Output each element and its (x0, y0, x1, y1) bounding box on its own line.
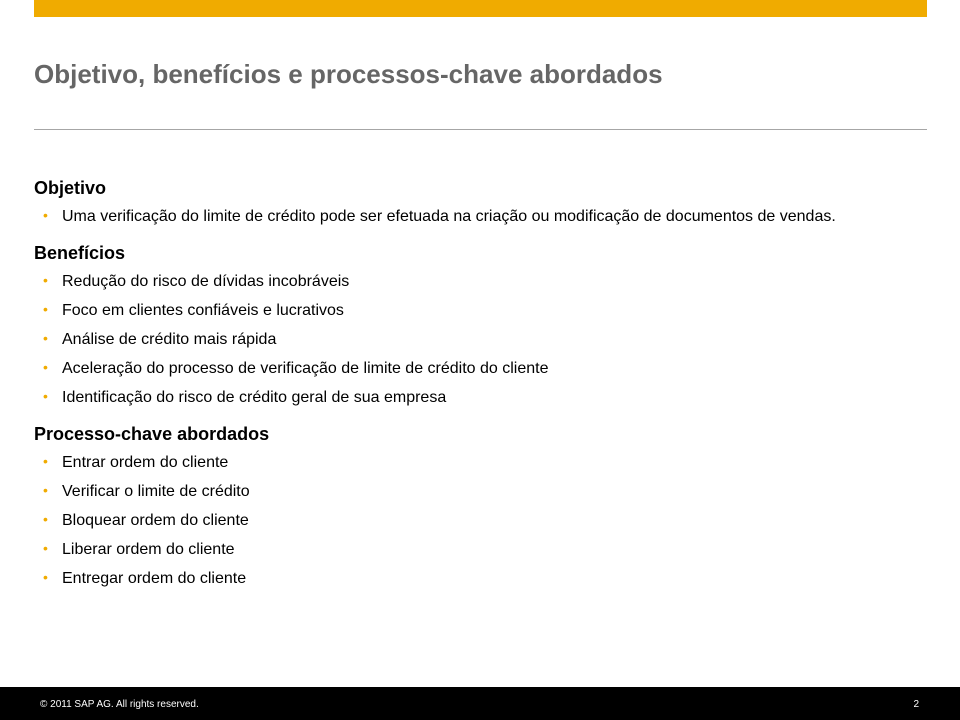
list-item (34, 387, 914, 408)
footer-bar (0, 687, 960, 720)
bullet-dot-icon: • (43, 540, 48, 556)
section-heading-benefits: Benefícios (34, 243, 126, 263)
list-item (34, 206, 914, 227)
bullet-dot-icon: • (43, 388, 48, 404)
footer-copyright: © 2011 SAP AG. All rights reserved. (40, 699, 199, 710)
bullet-dot-icon: • (43, 569, 48, 585)
key-processes-list (34, 452, 914, 589)
list-item (34, 452, 914, 473)
list-item-text: Bloquear ordem do cliente (62, 512, 249, 529)
section-heading-key-processes: Processo-chave abordados (34, 424, 270, 444)
bullet-dot-icon: • (43, 482, 48, 498)
slide-content (34, 174, 914, 601)
list-item-text: Análise de crédito mais rápida (62, 331, 277, 348)
list-item-text: Liberar ordem do cliente (62, 541, 235, 558)
list-item-text: Identificação do risco de crédito geral de sua empresa (62, 389, 447, 406)
slide-title: Objetivo, benefícios e processos-chave abordados (34, 59, 663, 89)
title-divider (34, 129, 927, 130)
list-item-text: Uma verificação do limite de crédito pode ser efetuada na criação ou modificação de documentos de vendas. (62, 208, 836, 225)
benefits-list (34, 271, 914, 408)
bullet-dot-icon: • (43, 511, 48, 527)
top-accent-bar (34, 0, 927, 17)
list-item-text: Verificar o limite de crédito (62, 483, 250, 500)
list-item-text: Redução do risco de dívidas incobráveis (62, 273, 350, 290)
list-item (34, 481, 914, 502)
list-item (34, 271, 914, 292)
page-number: 2 (913, 699, 919, 710)
objective-list (34, 206, 914, 227)
list-item (34, 568, 914, 589)
bullet-dot-icon: • (43, 301, 48, 317)
section-benefits (34, 239, 914, 408)
list-item (34, 358, 914, 379)
list-item-text: Foco em clientes confiáveis e lucrativos (62, 302, 344, 319)
bullet-dot-icon: • (43, 272, 48, 288)
bullet-dot-icon: • (43, 453, 48, 469)
bullet-dot-icon: • (43, 330, 48, 346)
list-item (34, 329, 914, 350)
section-objective (34, 174, 914, 227)
list-item-text: Entrar ordem do cliente (62, 454, 229, 471)
list-item (34, 510, 914, 531)
section-heading-objective: Objetivo (34, 178, 107, 198)
bullet-dot-icon: • (43, 359, 48, 375)
list-item-text: Entregar ordem do cliente (62, 570, 247, 587)
list-item (34, 300, 914, 321)
list-item-text: Aceleração do processo de verificação de limite de crédito do cliente (62, 360, 549, 377)
section-key-processes (34, 420, 914, 589)
list-item (34, 539, 914, 560)
bullet-dot-icon: • (43, 207, 48, 223)
